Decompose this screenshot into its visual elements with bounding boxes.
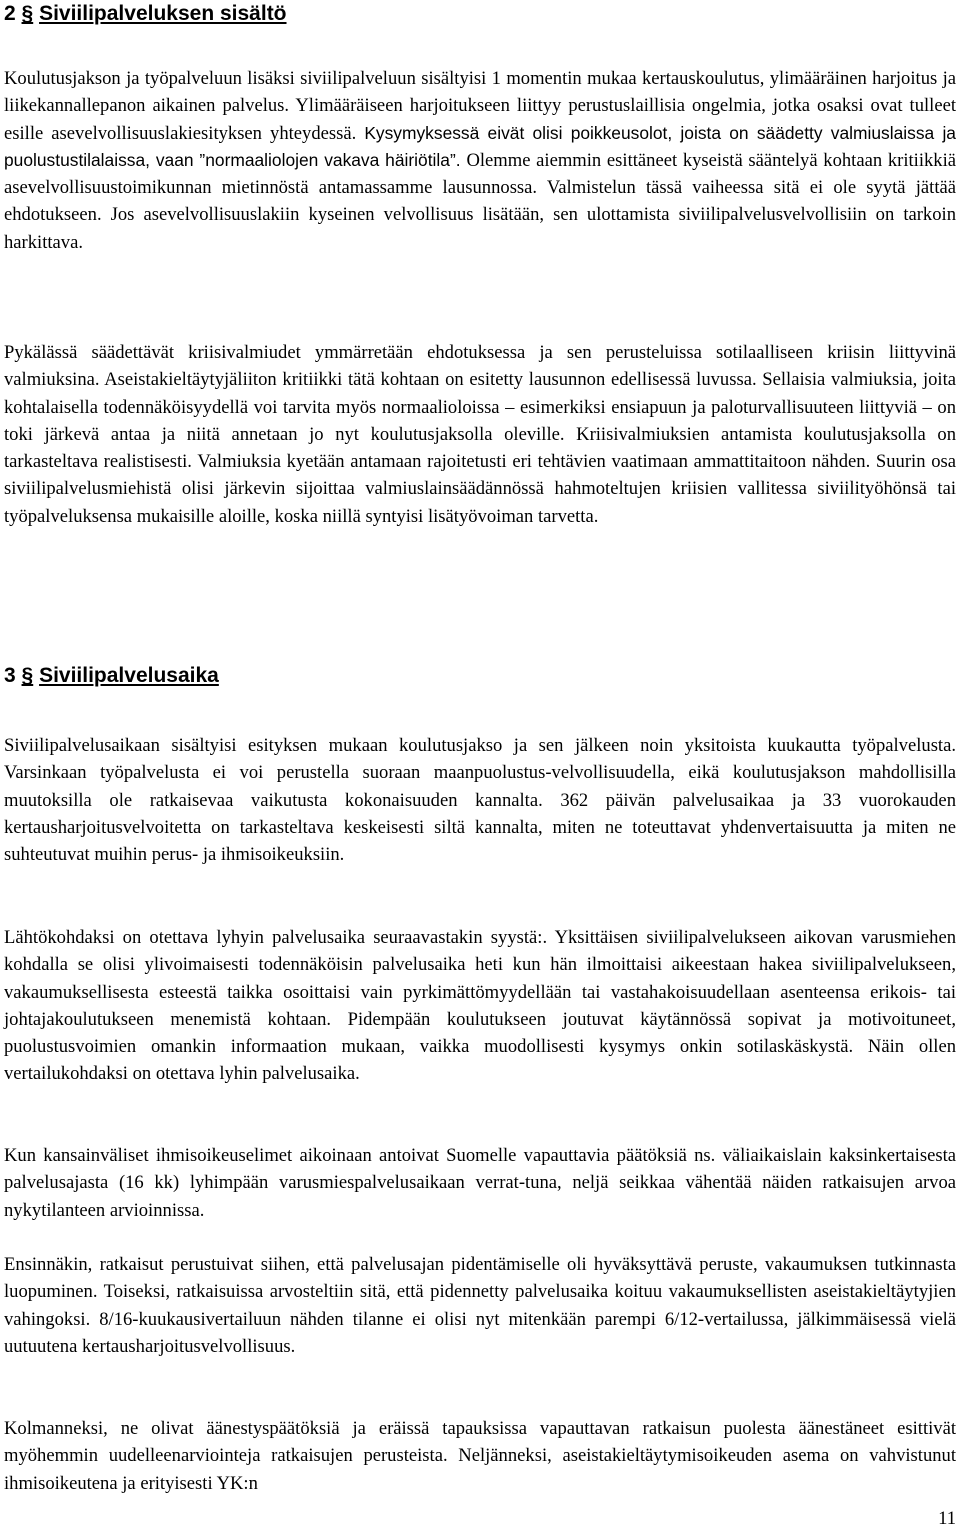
section-2-paragraph-1 [4,65,956,256]
section-sign: § [21,2,34,25]
paragraph-text-sans: Kysymyksessä eivät olisi poikkeusolot, joista on säädetty valmiuslaissa ja puolustustilalaissa, vaan ”normaaliolojen vakava häiriötila”. [4,122,956,170]
page-number: 11 [938,1508,956,1529]
section-3-paragraph-5: Kolmanneksi, ne olivat äänestyspäätöksiä ja eräissä tapauksissa vapauttavan ratkaisun puolesta äänestäneet esittivät myöhemmin uudelleenarviointeja ratkaisujen perusteista. Neljänneksi, aseistakieltäytymisoikeuden asema on vahvistunut ihmisoikeutena ja erityisesti YK:n [4,1418,956,1494]
paragraph-text: Olemme aiemmin esittäneet kyseistä sääntelyä kohtaan kritiikkiä asevelvollisuustoimikunnan mietinnöstä antamassamme lausunnossa. Valmistelun tässä vaiheessa sitä ei ole syytä jättää ehdotukseen. Jos asevelvollisuuslakiin kyseinen velvollisuus lisätään, sen ulottamista siviilipalvelusvelvollisiin on tarkoin harkittava. [4,149,956,253]
section-sign: § [21,664,34,687]
section-3-paragraph-4: Ensinnäkin, ratkaisut perustuivat siihen, että palvelusajan pidentämiselle oli hyväksyttävä peruste, vakaumuksen tutkinnasta luopuminen. Toiseksi, ratkaisuissa arvosteltiin sitä, että pidennetty palvelusaika koituu vakaumuksellisten aseistakieltäytyjien vahingoksi. 8/16-kuukausivertailuun nähden tilanne ei olisi nyt mitenkään parempi 6/12-vertailussa, jälkimmäisessä vielä uutuutena kertausharjoitusvelvollisuus. [4,1254,956,1357]
section-2-heading [4,0,287,28]
section-2-paragraph-2: Pykälässä säädettävät kriisivalmiudet ymmärretään ehdotuksessa ja sen perusteluissa sotilaalliseen kriisin liittyvinä valmiuksina. Aseistakieltäytyjäliiton kritiikki tätä kohtaan on esitetty lausunnon edellisessä luvussa. Sellaisia valmiuksia, joita kohtalaisella todennäköisyydellä voi tarvita myös normaalioloissa – esimerkiksi ensiapuun ja paloturvallisuuteen liittyviä – on toki järkevä antaa ja niitä annetaan jo nyt koulutusjaksolla oleville. Kriisivalmiuksien antamista koulutusjaksolla on tarkasteltava realistisesti. Valmiuksia kyetään antamaan rajoitetusti eri tehtävien vaatimaan ammattitaitoon nähden. Suurin osa siviilipalvelusmiehistä olisi järkevin sijoittaa valmiuslainsäädännössä hahmoteltujen kriisien vallitessa siviilityöhönsä tai työpalveluksensa mukaisille aloille, koska niillä syntyisi lisätyövoiman tarvetta. [4,342,956,527]
section-3-heading [4,662,219,690]
section-number: 2 [4,2,16,25]
section-title: Siviilipalvelusaika [39,664,219,687]
section-title: Siviilipalveluksen sisältö [39,2,287,25]
section-number: 3 [4,664,16,687]
paragraph-text: Koulutusjakson ja työpalveluun lisäksi siviilipalveluun sisältyisi 1 momentin mukaa kertauskoulutus, ylimääräinen harjoitus ja liikekannallepanon aikainen palvelus. Ylimääräiseen harjoitukseen liittyy perustuslaillisia ongelmia, jotka osaksi ovat tulleet esille asevelvollisuuslakiesityksen yhteydessä. [4,68,956,144]
section-3-paragraph-1: Siviilipalvelusaikaan sisältyisi esityksen mukaan koulutusjakso ja sen jälkeen noin yksitoista kuukautta työpalvelusta. Varsinkaan työpalvelusta ei voi perustella suoraan maanpuolustus-velvollisuudella, eikä koulutusjakson mahdollisilla muutoksilla ole ratkaisevaa vaikutusta kokonaisuuden kannalta. 362 päivän palvelusaikaa ja 33 vuorokauden kertausharjoitusvelvoitetta on tarkasteltava keskeisesti siltä kannalta, miten ne toteuttavat yhdenvertaisuutta ja miten ne suhteutuvat muihin perus- ja ihmisoikeuksiin. [4,735,956,866]
section-3-paragraph-3: Kun kansainväliset ihmisoikeuselimet aikoinaan antoivat Suomelle vapauttavia päätöksiä ns. väliaikaislain kaksinkertaisesta palvelusajasta (16 kk) lyhimpään varusmiespalvelusaikaan verrat-tuna, neljä seikkaa vähentää näiden ratkaisujen arvoa nykytilanteen arvioinnissa. [4,1145,956,1221]
section-3-paragraph-2: Lähtökohdaksi on otettava lyhyin palvelusaika seuraavastakin syystä:. Yksittäisen siviilipalvelukseen aikovan varusmiehen kohdalla se olisi ylivoimaisesti todennäköisin palvelusaika heti kun hän ilmoittaisi aikeestaan hakea siviilipalvelukseen, vakaumuksellisesta esteestä taikka osoittaisi vain pyrkimättömyydellään tai vastahakoisuudellaan asenteensa erikois- tai johtajakoulutukseen menemistä kohtaan. Pidempään koulutukseen joutuvat käytännössä sopivat ja motivoituneet, puolustusvoimien omankin informaation mukaan, vaikka muodollisesti kysymys onkin sotilaskäskystä. Näin ollen vertailukohdaksi on otettava lyhin palvelusaika. [4,927,956,1085]
